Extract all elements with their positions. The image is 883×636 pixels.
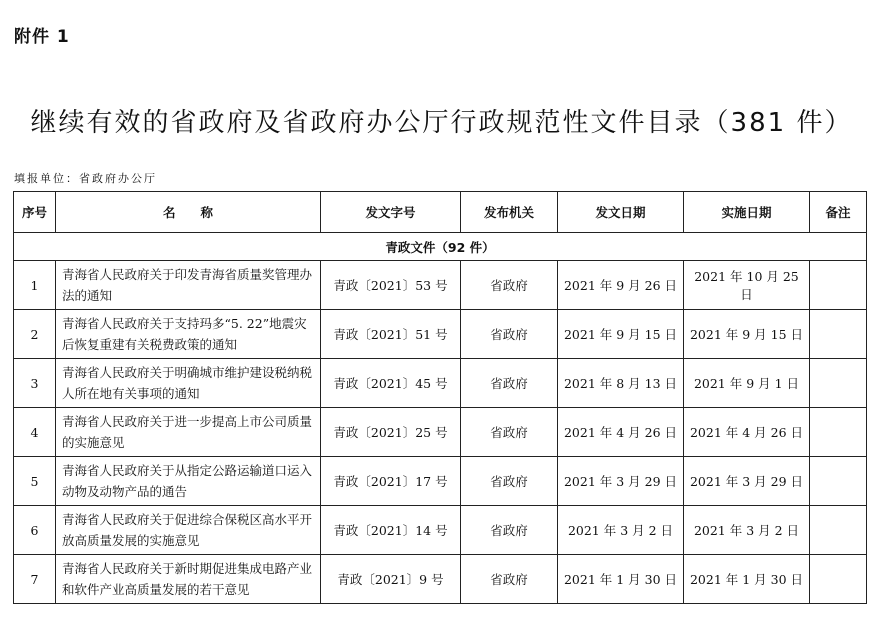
document-number: 青政〔2021〕17 号 [321, 457, 461, 506]
header-name: 名 称 [56, 192, 321, 233]
effective-date: 2021 年 10 月 25 日 [684, 261, 810, 310]
reporting-unit: 填报单位：省政府办公厅 [14, 172, 157, 185]
effective-date: 2021 年 9 月 15 日 [684, 310, 810, 359]
row-number: 2 [14, 310, 56, 359]
table-row [14, 457, 867, 506]
document-name: 青海省人民政府关于支持玛多“5. 22”地震灾后恢复重建有关税费政策的通知 [56, 310, 321, 359]
table-header-row [14, 192, 867, 233]
remark [810, 261, 867, 310]
header-issue-date: 发文日期 [558, 192, 684, 233]
table-row [14, 359, 867, 408]
issue-date: 2021 年 9 月 26 日 [558, 261, 684, 310]
document-catalog-table [13, 191, 867, 604]
header-doc-number: 发文字号 [321, 192, 461, 233]
table-row [14, 555, 867, 604]
section-row [14, 233, 867, 261]
row-number: 6 [14, 506, 56, 555]
document-number: 青政〔2021〕14 号 [321, 506, 461, 555]
issue-date: 2021 年 3 月 29 日 [558, 457, 684, 506]
row-number: 1 [14, 261, 56, 310]
document-title: 继续有效的省政府及省政府办公厅行政规范性文件目录（381 件） [30, 108, 853, 138]
issue-date: 2021 年 1 月 30 日 [558, 555, 684, 604]
section-title: 青政文件（92 件） [14, 233, 867, 261]
document-name: 青海省人民政府关于促进综合保税区高水平开放高质量发展的实施意见 [56, 506, 321, 555]
effective-date: 2021 年 9 月 1 日 [684, 359, 810, 408]
document-number: 青政〔2021〕53 号 [321, 261, 461, 310]
document-number: 青政〔2021〕9 号 [321, 555, 461, 604]
issue-date: 2021 年 4 月 26 日 [558, 408, 684, 457]
header-issuer: 发布机关 [461, 192, 558, 233]
table-row [14, 408, 867, 457]
document-number: 青政〔2021〕51 号 [321, 310, 461, 359]
effective-date: 2021 年 3 月 29 日 [684, 457, 810, 506]
document-name: 青海省人民政府关于新时期促进集成电路产业和软件产业高质量发展的若干意见 [56, 555, 321, 604]
row-number: 4 [14, 408, 56, 457]
header-effective-date: 实施日期 [684, 192, 810, 233]
row-number: 5 [14, 457, 56, 506]
issuing-authority: 省政府 [461, 457, 558, 506]
document-number: 青政〔2021〕45 号 [321, 359, 461, 408]
remark [810, 408, 867, 457]
table-row [14, 261, 867, 310]
document-name: 青海省人民政府关于印发青海省质量奖管理办法的通知 [56, 261, 321, 310]
header-remark: 备注 [810, 192, 867, 233]
issue-date: 2021 年 3 月 2 日 [558, 506, 684, 555]
remark [810, 457, 867, 506]
issuing-authority: 省政府 [461, 408, 558, 457]
issuing-authority: 省政府 [461, 359, 558, 408]
effective-date: 2021 年 3 月 2 日 [684, 506, 810, 555]
document-number: 青政〔2021〕25 号 [321, 408, 461, 457]
issue-date: 2021 年 9 月 15 日 [558, 310, 684, 359]
remark [810, 555, 867, 604]
remark [810, 310, 867, 359]
remark [810, 359, 867, 408]
document-name: 青海省人民政府关于从指定公路运输道口运入动物及动物产品的通告 [56, 457, 321, 506]
attachment-label: 附件 1 [14, 27, 70, 47]
table-row [14, 310, 867, 359]
issuing-authority: 省政府 [461, 555, 558, 604]
document-name: 青海省人民政府关于明确城市维护建设税纳税人所在地有关事项的通知 [56, 359, 321, 408]
issue-date: 2021 年 8 月 13 日 [558, 359, 684, 408]
row-number: 7 [14, 555, 56, 604]
effective-date: 2021 年 1 月 30 日 [684, 555, 810, 604]
header-number: 序号 [14, 192, 56, 233]
issuing-authority: 省政府 [461, 310, 558, 359]
issuing-authority: 省政府 [461, 261, 558, 310]
effective-date: 2021 年 4 月 26 日 [684, 408, 810, 457]
issuing-authority: 省政府 [461, 506, 558, 555]
document-name: 青海省人民政府关于进一步提高上市公司质量的实施意见 [56, 408, 321, 457]
row-number: 3 [14, 359, 56, 408]
table-row [14, 506, 867, 555]
remark [810, 506, 867, 555]
